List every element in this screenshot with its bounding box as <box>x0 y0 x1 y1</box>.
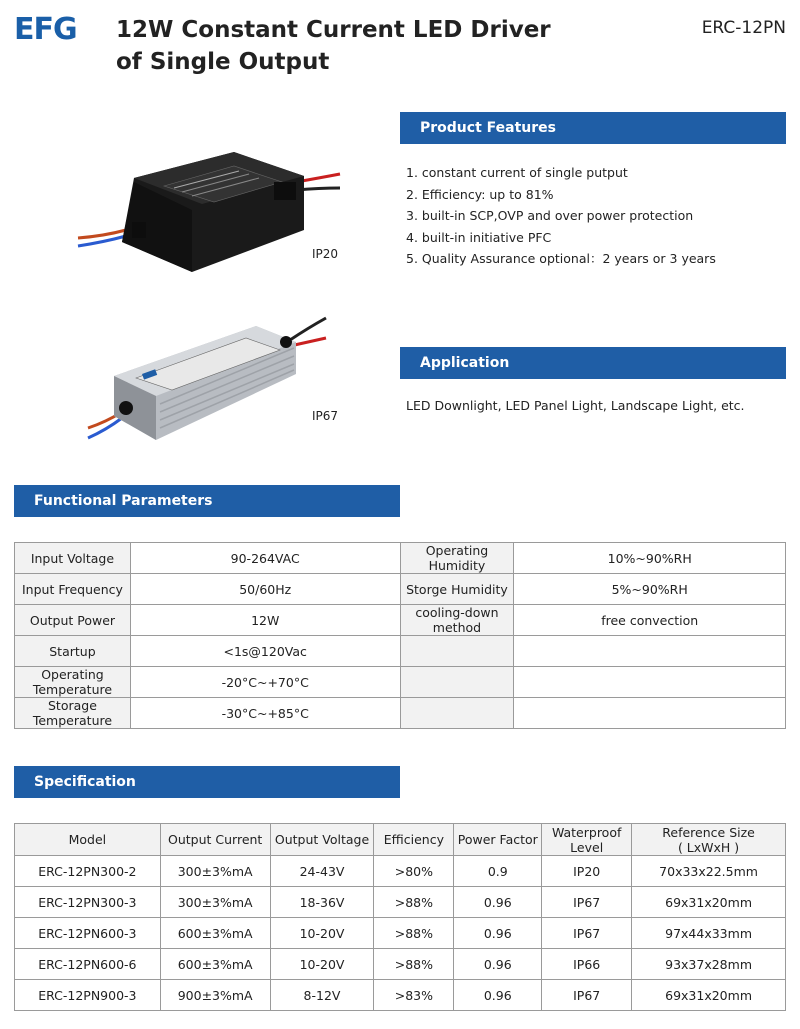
feature-item: 4. built-in initiative PFC <box>406 229 552 245</box>
specification-column-header: Waterproof Level <box>542 824 632 856</box>
specification-cell: >88% <box>374 887 454 918</box>
specification-table <box>14 823 786 1011</box>
functional-parameters-row <box>15 698 786 729</box>
specification-column-header: Output Current <box>160 824 270 856</box>
parameter-value: -30°C~+85°C <box>130 698 400 729</box>
parameter-label: Input Voltage <box>15 543 131 574</box>
functional-parameters-row <box>15 543 786 574</box>
specification-cell: >88% <box>374 918 454 949</box>
parameter-value: 5%~90%RH <box>514 574 786 605</box>
specification-header-row <box>15 824 786 856</box>
table-row <box>15 887 786 918</box>
specification-cell: 10-20V <box>270 918 374 949</box>
parameter-value: 50/60Hz <box>130 574 400 605</box>
table-row <box>15 949 786 980</box>
specification-cell: 300±3%mA <box>160 887 270 918</box>
parameter-label: Operating Humidity <box>400 543 514 574</box>
parameter-label <box>400 636 514 667</box>
specification-cell: 300±3%mA <box>160 856 270 887</box>
functional-parameters-row <box>15 667 786 698</box>
title-line-1: 12W Constant Current LED Driver <box>116 17 551 43</box>
parameter-value: 10%~90%RH <box>514 543 786 574</box>
specification-cell: ERC-12PN600-6 <box>15 949 161 980</box>
parameter-value <box>514 667 786 698</box>
specification-cell: 8-12V <box>270 980 374 1011</box>
specification-cell: 900±3%mA <box>160 980 270 1011</box>
parameter-value <box>514 636 786 667</box>
feature-item: 2. Efficiency: up to 81% <box>406 186 554 202</box>
model-code: ERC-12PN <box>701 18 786 38</box>
specification-cell: 97x44x33mm <box>632 918 786 949</box>
page-title <box>116 14 596 78</box>
specification-cell: 70x33x22.5mm <box>632 856 786 887</box>
parameter-label: Operating Temperature <box>15 667 131 698</box>
specification-cell: 18-36V <box>270 887 374 918</box>
functional-parameters-heading: Functional Parameters <box>14 485 400 517</box>
parameter-value <box>514 698 786 729</box>
ip67-label: IP67 <box>312 409 339 423</box>
application-text: LED Downlight, LED Panel Light, Landscape Light, etc. <box>406 398 745 413</box>
table-row <box>15 918 786 949</box>
specification-cell: IP67 <box>542 918 632 949</box>
specification-cell: 0.96 <box>454 918 542 949</box>
ip67-driver-image <box>86 312 332 448</box>
table-row <box>15 856 786 887</box>
parameter-value: -20°C~+70°C <box>130 667 400 698</box>
specification-cell: 24-43V <box>270 856 374 887</box>
specification-column-header: Reference Size ( LxWxH ) <box>632 824 786 856</box>
specification-cell: 600±3%mA <box>160 949 270 980</box>
parameter-label: Input Frequency <box>15 574 131 605</box>
specification-column-header: Output Voltage <box>270 824 374 856</box>
title-line-2: of Single Output <box>116 49 330 75</box>
specification-cell: 10-20V <box>270 949 374 980</box>
product-features-heading: Product Features <box>400 112 786 144</box>
specification-cell: >83% <box>374 980 454 1011</box>
specification-cell: ERC-12PN300-2 <box>15 856 161 887</box>
specification-heading: Specification <box>14 766 400 798</box>
specification-cell: 0.96 <box>454 949 542 980</box>
specification-cell: ERC-12PN600-3 <box>15 918 161 949</box>
specification-cell: 69x31x20mm <box>632 887 786 918</box>
feature-item: 5. Quality Assurance optional：2 years or 3 years <box>406 251 716 266</box>
specification-cell: IP66 <box>542 949 632 980</box>
parameter-value: 12W <box>130 605 400 636</box>
ip20-label: IP20 <box>312 247 339 261</box>
feature-item: 1. constant current of single putput <box>406 165 628 180</box>
specification-column-header: Efficiency <box>374 824 454 856</box>
specification-cell: >80% <box>374 856 454 887</box>
parameter-label <box>400 698 514 729</box>
specification-column-header: Power Factor <box>454 824 542 856</box>
functional-parameters-table <box>14 542 786 729</box>
parameter-label: Storage Temperature <box>15 698 131 729</box>
feature-item: 3. built-in SCP,OVP and over power protection <box>406 208 694 223</box>
specification-cell: 600±3%mA <box>160 918 270 949</box>
specification-cell: >88% <box>374 949 454 980</box>
specification-cell: 0.9 <box>454 856 542 887</box>
specification-cell: 0.96 <box>454 980 542 1011</box>
parameter-label: Startup <box>15 636 131 667</box>
brand-logo: EFG <box>14 12 77 47</box>
functional-parameters-row <box>15 574 786 605</box>
product-features-list <box>406 162 716 270</box>
specification-cell: IP67 <box>542 980 632 1011</box>
table-row <box>15 980 786 1011</box>
ip20-driver-image <box>74 138 344 278</box>
specification-column-header: Model <box>15 824 161 856</box>
functional-parameters-row <box>15 605 786 636</box>
parameter-label: cooling-down method <box>400 605 514 636</box>
parameter-label <box>400 667 514 698</box>
specification-cell: 93x37x28mm <box>632 949 786 980</box>
specification-cell: IP67 <box>542 887 632 918</box>
specification-cell: 69x31x20mm <box>632 980 786 1011</box>
parameter-label: Storge Humidity <box>400 574 514 605</box>
specification-cell: ERC-12PN900-3 <box>15 980 161 1011</box>
specification-cell: ERC-12PN300-3 <box>15 887 161 918</box>
parameter-value: <1s@120Vac <box>130 636 400 667</box>
application-heading: Application <box>400 347 786 379</box>
specification-cell: 0.96 <box>454 887 542 918</box>
functional-parameters-row <box>15 636 786 667</box>
specification-cell: IP20 <box>542 856 632 887</box>
parameter-value: free convection <box>514 605 786 636</box>
parameter-label: Output Power <box>15 605 131 636</box>
parameter-value: 90-264VAC <box>130 543 400 574</box>
